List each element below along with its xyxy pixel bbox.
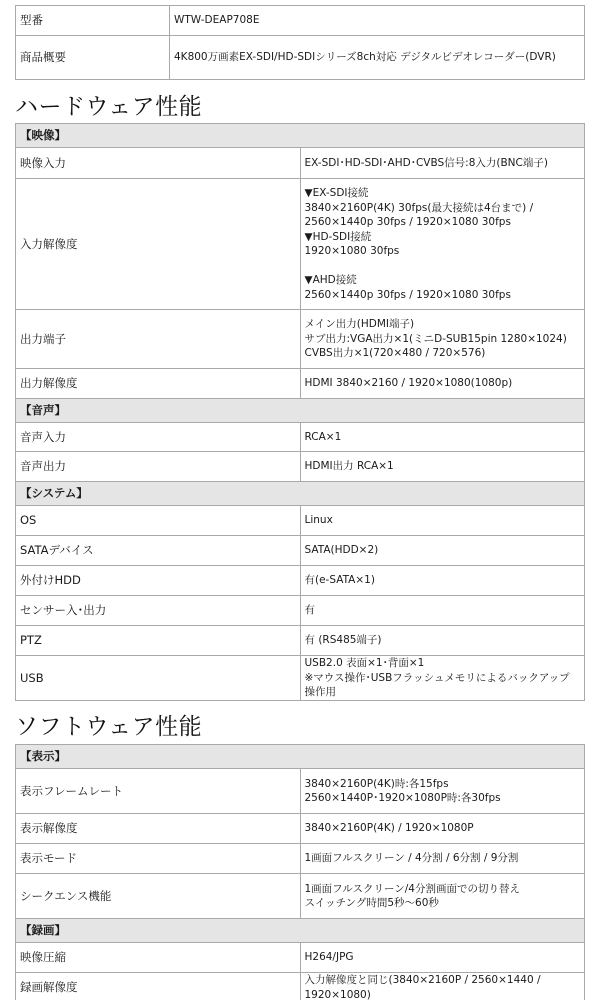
row-label: 入力解像度 xyxy=(16,179,301,310)
section-header xyxy=(16,482,585,506)
section-header-recording: 【録画】 xyxy=(16,919,585,943)
row-value-cell xyxy=(300,179,585,310)
row-label: 表示モード xyxy=(16,844,301,874)
row-value-cell xyxy=(300,874,585,919)
hardware-heading: ハードウェア性能 xyxy=(15,94,203,120)
table-row xyxy=(16,369,585,399)
row-label: 外付けHDD xyxy=(16,566,301,596)
section-header-audio: 【音声】 xyxy=(16,399,585,423)
section-header-system: 【システム】 xyxy=(16,482,585,506)
row-value: USB2.0 表面×1･背面×1 ※マウス操作･USBフラッシュメモリによるバックアップ操作用 xyxy=(304,657,570,699)
row-value: SATA(HDD×2) xyxy=(300,536,585,566)
row-value: RCA×1 xyxy=(300,423,585,452)
table-row xyxy=(16,844,585,874)
row-label: 表示解像度 xyxy=(16,814,301,844)
table-row xyxy=(16,452,585,482)
row-label: シークエンス機能 xyxy=(16,874,301,919)
row-value: EX-SDI･HD-SDI･AHD･CVBS信号:8入力(BNC端子) xyxy=(300,148,585,179)
table-row xyxy=(16,536,585,566)
row-value: 1画面フルスクリーン / 4分割 / 6分割 / 9分割 xyxy=(300,844,585,874)
section-header xyxy=(16,124,585,148)
row-label: 音声入力 xyxy=(16,423,301,452)
row-value-cell xyxy=(300,656,585,701)
table-row xyxy=(16,506,585,536)
row-label: 録画解像度 xyxy=(16,973,301,1000)
row-value: WTW-DEAP708E xyxy=(170,6,585,36)
table-row xyxy=(16,148,585,179)
row-value: 有 (RS485端子) xyxy=(300,626,585,656)
section-header-display: 【表示】 xyxy=(16,745,585,769)
row-label: 型番 xyxy=(16,6,170,36)
row-label: 音声出力 xyxy=(16,452,301,482)
row-label: 映像入力 xyxy=(16,148,301,179)
row-label: センサー入･出力 xyxy=(16,596,301,626)
software-heading: ソフトウェア性能 xyxy=(15,714,203,740)
row-value-cell xyxy=(300,769,585,814)
table-row xyxy=(16,310,585,369)
row-label: PTZ xyxy=(16,626,301,656)
table-row xyxy=(16,36,585,80)
row-label: 出力解像度 xyxy=(16,369,301,399)
row-label: USB xyxy=(16,656,301,701)
row-label: 商品概要 xyxy=(16,36,170,80)
row-value: 3840×2160P(4K)時:各15fps 2560×1440P･1920×1080P時:各30fps xyxy=(304,777,501,804)
row-value: メイン出力(HDMI端子) サブ出力:VGA出力×1(ミニD-SUB15pin 1280×1024) CVBS出力×1(720×480 / 720×576) xyxy=(304,318,567,360)
table-row xyxy=(16,179,585,310)
row-value: 1画面フルスクリーン/4分割画面での切り替え スイッチング時間5秒～60秒 xyxy=(304,882,520,909)
row-value: HDMI 3840×2160 / 1920×1080(1080p) xyxy=(300,369,585,399)
row-label: SATAデバイス xyxy=(16,536,301,566)
row-value: ▼EX-SDI接続 3840×2160P(4K) 30fps(最大接続は4台まで) / 2560×1440p 30fps / 1920×1080 30fps ▼HD-SDI接続 1920×1080 30fps ▼AHD接続 2560×1440p 30fps / 1920×1080 30fps xyxy=(304,187,534,301)
row-value-cell xyxy=(300,310,585,369)
section-header-video: 【映像】 xyxy=(16,124,585,148)
row-label: 表示フレームレート xyxy=(16,769,301,814)
row-value: HDMI出力 RCA×1 xyxy=(300,452,585,482)
row-label: 映像圧縮 xyxy=(16,943,301,973)
row-value: 入力解像度と同じ(3840×2160P / 2560×1440 / 1920×1080) xyxy=(300,973,585,1000)
table-row xyxy=(16,626,585,656)
section-header xyxy=(16,745,585,769)
row-value: 3840×2160P(4K) / 1920×1080P xyxy=(300,814,585,844)
table-row xyxy=(16,423,585,452)
row-value: 4K800万画素EX-SDI/HD-SDIシリーズ8ch対応 デジタルビデオレコーダー(DVR) xyxy=(170,36,585,80)
software-spec-table xyxy=(15,744,585,1000)
section-header xyxy=(16,399,585,423)
table-row xyxy=(16,6,585,36)
row-label: 出力端子 xyxy=(16,310,301,369)
table-row xyxy=(16,943,585,973)
row-value: 有(e-SATA×1) xyxy=(300,566,585,596)
spec-table-summary xyxy=(15,5,585,80)
table-row xyxy=(16,596,585,626)
section-header xyxy=(16,919,585,943)
row-value: 有 xyxy=(300,596,585,626)
table-row xyxy=(16,769,585,814)
table-row xyxy=(16,566,585,596)
row-label: OS xyxy=(16,506,301,536)
table-row xyxy=(16,973,585,1000)
row-value: H264/JPG xyxy=(300,943,585,973)
table-row xyxy=(16,814,585,844)
table-row xyxy=(16,874,585,919)
row-value: Linux xyxy=(300,506,585,536)
table-row xyxy=(16,656,585,701)
hardware-spec-table xyxy=(15,123,585,701)
